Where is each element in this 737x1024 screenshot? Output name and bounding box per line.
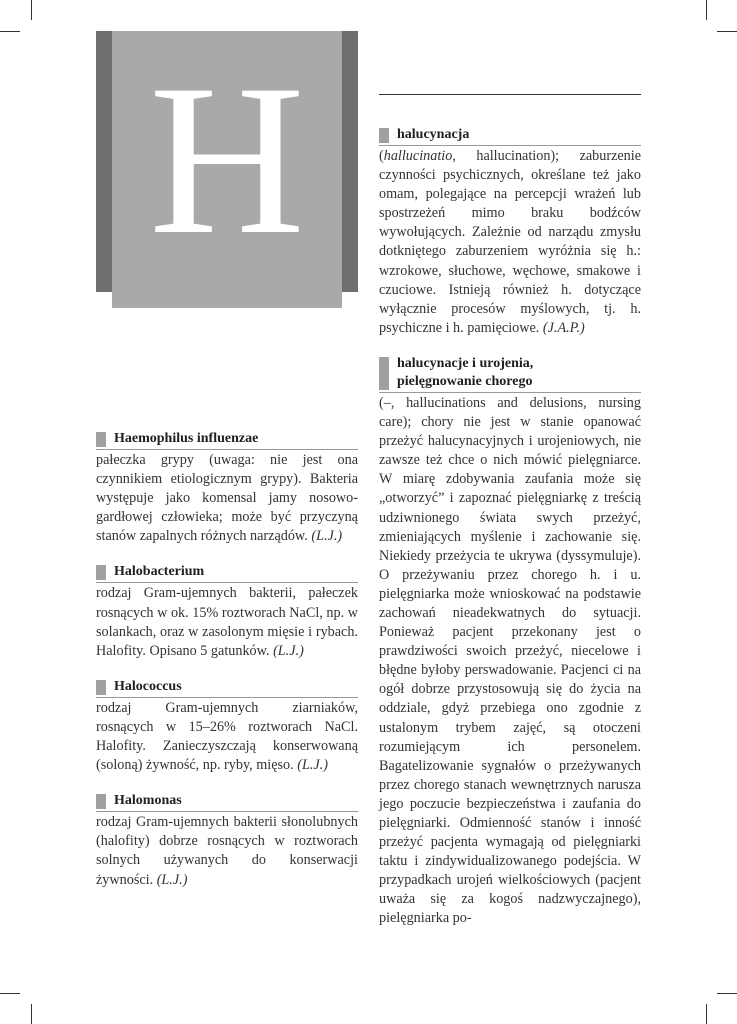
crop-mark-bottom-right-h xyxy=(717,993,737,994)
crop-mark-top-right-h xyxy=(717,31,737,32)
entry-header xyxy=(96,678,358,698)
entry-author: (L.J.) xyxy=(156,871,188,888)
entry-halomonas xyxy=(96,792,358,889)
entry-title: Halomonas xyxy=(114,793,182,809)
entry-author: (L.J.) xyxy=(273,642,304,659)
crop-mark-top-right-v xyxy=(706,0,707,20)
entry-marker xyxy=(96,432,106,447)
entry-text: rodzaj Gram-ujemnych bakterii słonolubnych (halofity) dobrze rosnących w roztworach solnych używanych do konserwacji żywności. xyxy=(96,814,358,888)
entry-header xyxy=(379,126,641,146)
entry-haemophilus xyxy=(96,430,358,546)
entry-title: Halobacterium xyxy=(114,564,205,580)
entry-title-line-2: pielęgnowanie chorego xyxy=(397,373,533,389)
entry-text: (–, hallucinations and delusions, nursing care); chory nie jest w stanie opanować przeżyć halucynacyjnych i urojeniowych, nie zawsze też chce o nich mówić pielęgniarce. W miarę zdobywania zaufania może się „otworzyć” i zapoznać pielęgniarkę z treścią udziwnionego świata swych przeżyć, zmieniających myślenie i zachowanie się. Niekiedy przeżycia te ukrywa (dyssymuluje). O przeżywaniu przez chorego h. i u. pielęgniarka może wnioskować na podstawie zachowań nieadekwatnych do sytuacji. Ponieważ pacjent przekonany jest o prawdziwości swoich przeżyć, niecelowe i błędne byłoby perswadowanie. Pacjenci ci na ogół dobrze przystosowują się do życia na oddziale, gdyż przebiega ono zgodnie z ustalonym trybem zajęć, są otoczeni rozumiejącym ich personelem. Bagatelizowanie sygnałów o przeżywanych przez chorego stanach wewnętrznych narusza jego poczucie bezpieczeństwa i zaufania do pielęgniarki. Odmienność stanów i inność przeżyć pacjenta wymagają od pielęgniarki taktu i zindywidualizowanego podejścia. W przypadkach urojeń wielkościowych (pacjent uważa się za kogoś nadzwyczajnego), pielęgniarka po- xyxy=(379,394,641,927)
entry-author: (L.J.) xyxy=(311,528,343,545)
entry-title: Halococcus xyxy=(114,678,182,694)
entry-marker xyxy=(96,680,106,695)
entry-text: rodzaj Gram-ujemnych ziarniaków, rosnących w 15–26% roztworach NaCl. Halofity. Zanieczyszczają konserwowaną (soloną) żywność, np. ryby, mięso. xyxy=(96,699,358,774)
entry-header xyxy=(379,355,641,393)
entry-halucynacje-i-urojenia xyxy=(379,355,641,929)
entry-title xyxy=(397,355,533,391)
crop-mark-bottom-left-h xyxy=(0,993,20,994)
crop-mark-top-left-v xyxy=(31,0,32,20)
entry-author: (J.A.P.) xyxy=(542,319,585,336)
entry-halobacterium xyxy=(96,563,358,660)
section-letter: H xyxy=(149,40,305,279)
entry-marker xyxy=(379,128,389,143)
latin-term: hallucinatio xyxy=(383,148,453,164)
entry-marker xyxy=(96,794,106,809)
entry-body xyxy=(379,147,641,338)
entry-body xyxy=(379,394,641,929)
entry-header xyxy=(96,792,358,812)
crop-mark-bottom-left-v xyxy=(31,1004,32,1024)
entry-title: Haemophilus influenzae xyxy=(114,431,259,446)
entry-header xyxy=(96,430,358,450)
entry-body xyxy=(96,584,358,660)
left-column xyxy=(96,430,358,907)
crop-mark-bottom-right-v xyxy=(706,1004,707,1024)
entry-halococcus xyxy=(96,678,358,775)
entry-marker xyxy=(379,357,389,390)
entry-text: rodzaj Gram-ujemnych bakterii, pałeczek rosnących w ok. 15% roztworach NaCl, np. w solankach, oraz w zasolonym mięsie i rybach. Halofity. Opisano 5 gatunków. xyxy=(96,585,358,659)
entry-halucynacja xyxy=(379,126,641,338)
entry-marker xyxy=(96,565,106,580)
entry-author: (L.J.) xyxy=(297,757,328,774)
crop-mark-top-left-h xyxy=(0,31,20,32)
right-column xyxy=(379,94,641,946)
entry-text: pałeczka grypy (uwaga: nie jest ona czynnikiem etiologicznym grypy). Bakteria występuje jako komensal jamy nosowo-gardłowej człowieka; może być przyczyną stanów zapalnych różnych narządów. xyxy=(96,452,358,545)
entry-title: halucynacja xyxy=(397,127,470,142)
entry-header xyxy=(96,563,358,583)
entry-text: (hallucinatio, hallucination); zaburzenie czynności psychicznych, określane też jako omam, polegające na percepcji wrażeń lub spostrzeżeń mimo braku bodźców wywołujących. Zależnie od narządu zmysłu dotkniętego zaburzeniem wyróżnia się h.: wzrokowe, słuchowe, węchowe, smakowe i czuciowe. Istnieją również h. dotyczące wyłącznie procesów myślowych, tj. h. psychiczne i h. pamięciowe. xyxy=(379,148,641,336)
entry-body xyxy=(96,699,358,775)
entry-body xyxy=(96,451,358,546)
entry-body xyxy=(96,813,358,889)
entry-title-line-1: halucynacje i urojenia, xyxy=(397,355,534,371)
